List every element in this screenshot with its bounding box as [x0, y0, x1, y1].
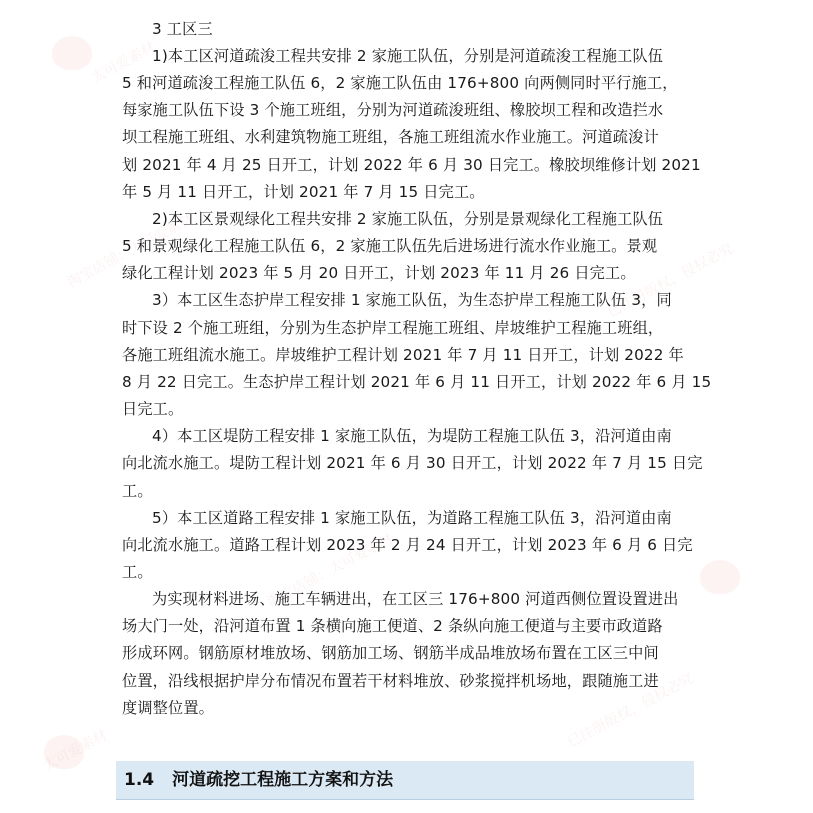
paragraph-line: 工。: [122, 562, 153, 581]
paragraph-line: 日完工。: [122, 400, 184, 419]
paragraph-line: 位置，沿线根据护岸分布情况布置若干材料堆放、砂浆搅拌机场地，跟随施工进: [122, 671, 659, 690]
paragraph-line: 2)本工区景观绿化工程共安排 2 家施工队伍，分别是景观绿化工程施工队伍: [152, 209, 664, 228]
paragraph-line: 工。: [122, 481, 153, 500]
section-heading: 3 工区三: [152, 20, 213, 38]
watermark-text: 淘宝店铺：太可爱素材: [64, 210, 197, 291]
paragraph-line: 5）本工区道路工程安排 1 家施工队伍，为道路工程施工队伍 3，沿河道由南: [152, 508, 672, 527]
paragraph-line: 划 2021 年 4 月 25 日开工，计划 2022 年 6 月 30 日完工。橡胶坝维修计划 2021: [122, 155, 701, 174]
paragraph-line: 形成环网。钢筋原材堆放场、钢筋加工场、钢筋半成品堆放场布置在工区三中间: [122, 644, 659, 663]
paragraph-line: 坝工程施工班组、水利建筑物施工班组，各施工班组流水作业施工。河道疏浚计: [122, 128, 659, 147]
watermark-logo-icon: [700, 560, 740, 594]
paragraph-line: 5 和景观绿化工程施工队伍 6，2 家施工队伍先后进场进行流水作业施工。景观: [122, 237, 658, 256]
watermark-logo-icon: [52, 36, 92, 70]
paragraph-line: 5 和河道疏浚工程施工队伍 6，2 家施工队伍由 176+800 向两侧同时平行施工，: [122, 74, 678, 93]
paragraph-line: 1)本工区河道疏浚工程共安排 2 家施工队伍，分别是河道疏浚工程施工队伍: [152, 47, 664, 65]
paragraph-line: 度调整位置。: [122, 698, 215, 717]
paragraph-line: 向北流水施工。道路工程计划 2023 年 2 月 24 日开工，计划 2023 年 6 月 6 日完: [122, 535, 693, 554]
chapter-title: 河道疏挖工程施工方案和方法: [172, 770, 394, 790]
paragraph-line: 为实现材料进场、施工车辆进出，在工区三 176+800 河道西侧位置设置进出: [152, 590, 679, 609]
paragraph-line: 8 月 22 日完工。生态护岸工程计划 2021 年 6 月 11 日开工，计划 2022 年 6 月 15: [122, 372, 712, 391]
paragraph-line: 每家施工队伍下设 3 个施工班组，分别为河道疏浚班组、橡胶坝工程和改造拦水: [122, 101, 664, 120]
chapter-number: 1.4: [124, 770, 155, 790]
watermark-text: 太可爱素材: [40, 727, 111, 775]
paragraph-line: 年 5 月 11 日开工，计划 2021 年 7 月 15 日完工。: [122, 182, 485, 201]
watermark-logo-icon: [44, 735, 84, 769]
paragraph-line: 绿化工程计划 2023 年 5 月 20 日开工，计划 2023 年 11 月 26 日完工。: [122, 264, 636, 283]
chapter-heading: [124, 768, 393, 792]
watermark-text: 太可爱素材: [88, 39, 159, 87]
paragraph-line: 时下设 2 个施工班组，分别为生态护岸工程施工班组、岸坡维护工程施工班组，: [122, 318, 664, 337]
document-body: [122, 16, 712, 722]
paragraph-line: 3）本工区生态护岸工程安排 1 家施工队伍，为生态护岸工程施工队伍 3，同: [152, 291, 672, 310]
paragraph-line: 各施工班组流水施工。岸坡维护工程计划 2021 年 7 月 11 日开工，计划 2022 年: [122, 345, 684, 364]
watermark-text: 已注册版权，侵权必究: [564, 670, 697, 751]
paragraph-line: 4）本工区堤防工程安排 1 家施工队伍，为堤防工程施工队伍 3，沿河道由南: [152, 427, 672, 446]
watermark-text: 已注册版权，侵权必究: [604, 240, 737, 321]
paragraph-line: 场大门一处，沿河道布置 1 条横向施工便道、2 条纵向施工便道与主要市政道路: [122, 617, 663, 636]
paragraph-line: 向北流水施工。堤防工程计划 2021 年 6 月 30 日开工，计划 2022 年 7 月 15 日完: [122, 454, 703, 473]
watermark-text: 淘宝店铺：太可爱素材: [264, 530, 397, 611]
